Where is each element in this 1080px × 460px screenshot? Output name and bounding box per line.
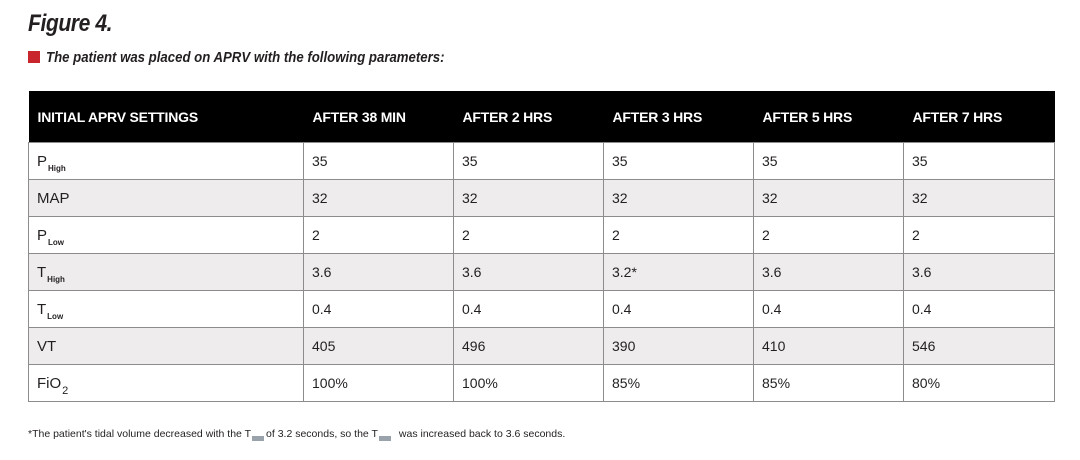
parameter-label: P [37,152,48,170]
table-row [29,217,1055,254]
value-cell: 100% [454,365,604,402]
parameter-cell [29,143,304,180]
table-row [29,254,1055,291]
value-cell: 100% [304,365,454,402]
value-cell: 390 [604,328,754,365]
footnote-part3: was increased back to 3.6 seconds. [398,428,566,440]
value-cell: 0.4 [304,291,454,328]
parameter-cell [29,328,304,365]
parameter-subscript: 2 [62,384,69,397]
value-cell: 546 [904,328,1055,365]
value-cell: 3.6 [754,254,904,291]
value-cell: 85% [604,365,754,402]
parameter-subscript: Low [47,311,64,321]
value-cell: 35 [904,143,1055,180]
parameter-subscript: High [48,163,66,173]
value-cell: 85% [754,365,904,402]
parameter-cell [29,217,304,254]
footnote-subscript-mark [379,436,391,441]
column-header: AFTER 2 HRS [454,91,604,143]
value-cell: 0.4 [754,291,904,328]
footnote-part2: of 3.2 seconds, so the T [266,428,378,440]
value-cell: 0.4 [904,291,1055,328]
column-header: AFTER 7 HRS [904,91,1055,143]
parameter-label: T [37,263,47,281]
value-cell: 3.2* [604,254,754,291]
parameter-cell [29,180,304,217]
column-header: AFTER 3 HRS [604,91,754,143]
table-row [29,328,1055,365]
footnote-subscript-mark [252,436,264,441]
parameter-cell [29,365,304,402]
value-cell: 3.6 [904,254,1055,291]
table-row [29,143,1055,180]
value-cell: 32 [454,180,604,217]
value-cell: 35 [604,143,754,180]
column-header: AFTER 5 HRS [754,91,904,143]
footnote [28,428,565,440]
column-header: INITIAL APRV SETTINGS [29,91,304,143]
parameter-cell [29,254,304,291]
value-cell: 32 [904,180,1055,217]
value-cell: 405 [304,328,454,365]
value-cell: 0.4 [604,291,754,328]
column-header: AFTER 38 MIN [304,91,454,143]
table-row [29,180,1055,217]
value-cell: 3.6 [304,254,454,291]
figure-title: Figure 4. [28,10,113,37]
table-row [29,291,1055,328]
value-cell: 2 [904,217,1055,254]
value-cell: 35 [304,143,454,180]
value-cell: 35 [754,143,904,180]
value-cell: 3.6 [454,254,604,291]
aprv-settings-table [28,91,1055,402]
parameter-label: P [37,226,48,244]
table-row [29,365,1055,402]
value-cell: 410 [754,328,904,365]
parameter-subscript: High [47,274,65,284]
figure-subtitle [28,49,499,65]
parameter-subscript: Low [48,237,65,247]
value-cell: 2 [754,217,904,254]
value-cell: 2 [304,217,454,254]
value-cell: 496 [454,328,604,365]
subtitle-text: The patient was placed on APRV with the following parameters: [46,48,445,66]
footnote-part1: *The patient's tidal volume decreased with the T [28,428,252,440]
value-cell: 32 [754,180,904,217]
parameter-label: T [37,300,47,318]
value-cell: 0.4 [454,291,604,328]
value-cell: 2 [454,217,604,254]
value-cell: 80% [904,365,1055,402]
square-bullet-icon [28,51,40,63]
parameter-label: VT [37,337,57,355]
parameter-cell [29,291,304,328]
value-cell: 35 [454,143,604,180]
parameter-label: FiO [37,374,62,392]
value-cell: 32 [304,180,454,217]
value-cell: 32 [604,180,754,217]
value-cell: 2 [604,217,754,254]
parameter-label: MAP [37,189,70,207]
table-header-row [29,91,1055,143]
